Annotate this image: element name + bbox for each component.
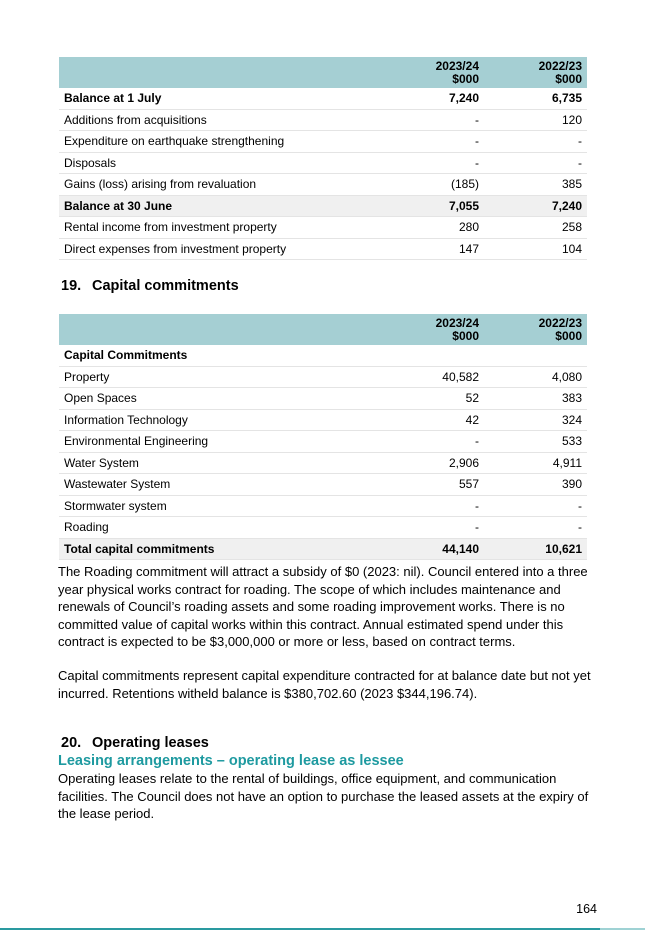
row-value-2023-24: (185) bbox=[384, 174, 484, 196]
row-value-2023-24: - bbox=[384, 152, 484, 174]
header-2022-23: 2022/23 $000 bbox=[484, 57, 587, 88]
table-row-total bbox=[59, 538, 587, 560]
row-label: Capital Commitments bbox=[59, 345, 384, 366]
row-value-2022-23: 104 bbox=[484, 238, 587, 260]
row-value-2023-24: - bbox=[384, 517, 484, 539]
row-value-2022-23: 390 bbox=[484, 474, 587, 496]
row-value-2023-24: 52 bbox=[384, 388, 484, 410]
section-19-heading bbox=[61, 278, 239, 294]
table-row bbox=[59, 238, 587, 260]
footer-rule bbox=[0, 928, 645, 930]
row-value-2022-23 bbox=[484, 345, 587, 366]
row-value-2023-24: 147 bbox=[384, 238, 484, 260]
row-label: Stormwater system bbox=[59, 495, 384, 517]
row-label: Direct expenses from investment property bbox=[59, 238, 384, 260]
row-label: Roading bbox=[59, 517, 384, 539]
table-header-row bbox=[59, 57, 587, 88]
capital-commitments-paragraph: Capital commitments represent capital expenditure contracted for at balance date but not yet incurred. Retentions witheld balance is $380,702.60 (2023 $344,196.74). bbox=[58, 668, 591, 701]
section-number: 20. bbox=[61, 735, 82, 751]
row-value-2023-24: - bbox=[384, 495, 484, 517]
row-label: Wastewater System bbox=[59, 474, 384, 496]
table-header-row bbox=[59, 314, 587, 345]
row-label: Expenditure on earthquake strengthening bbox=[59, 131, 384, 153]
section-title: Operating leases bbox=[92, 735, 209, 751]
row-value-2022-23: 324 bbox=[484, 409, 587, 431]
roading-commitment-paragraph: The Roading commitment will attract a subsidy of $0 (2023: nil). Council entered into a three year physical works contract for roading. The scope of which includes maintenance and renewals of Council’s roading assets and some roading improvement works. There is no committed value of capital works within this contract. Annual estimated spend under this contract is expected to be $3,000,000 or more or less, based on contract terms. bbox=[58, 564, 588, 649]
table-row-total bbox=[59, 195, 587, 217]
capital-commitments-table bbox=[59, 314, 587, 560]
row-value-2022-23: - bbox=[484, 131, 587, 153]
table-row bbox=[59, 174, 587, 196]
row-value-2023-24: - bbox=[384, 109, 484, 131]
row-label: Open Spaces bbox=[59, 388, 384, 410]
row-value-2022-23: 4,080 bbox=[484, 366, 587, 388]
table-row bbox=[59, 452, 587, 474]
table-row bbox=[59, 409, 587, 431]
row-value-2022-23: - bbox=[484, 152, 587, 174]
header-label-cell bbox=[59, 314, 384, 345]
row-label: Rental income from investment property bbox=[59, 217, 384, 239]
table-row bbox=[59, 88, 587, 109]
table-row bbox=[59, 388, 587, 410]
row-value-2023-24: 7,055 bbox=[384, 195, 484, 217]
row-value-2023-24: 7,240 bbox=[384, 88, 484, 109]
section-title: Capital commitments bbox=[92, 278, 239, 294]
table-row bbox=[59, 495, 587, 517]
header-label-cell bbox=[59, 57, 384, 88]
row-value-2022-23: 258 bbox=[484, 217, 587, 239]
table-row bbox=[59, 517, 587, 539]
row-value-2023-24: - bbox=[384, 431, 484, 453]
table-row-category bbox=[59, 345, 587, 366]
table-row bbox=[59, 431, 587, 453]
row-value-2022-23: 6,735 bbox=[484, 88, 587, 109]
row-value-2022-23: 7,240 bbox=[484, 195, 587, 217]
row-value-2022-23: 383 bbox=[484, 388, 587, 410]
row-value-2023-24: 44,140 bbox=[384, 538, 484, 560]
row-label: Balance at 1 July bbox=[59, 88, 384, 109]
row-value-2023-24: - bbox=[384, 131, 484, 153]
header-2023-24: 2023/24 $000 bbox=[384, 314, 484, 345]
row-label: Gains (loss) arising from revaluation bbox=[59, 174, 384, 196]
investment-property-table bbox=[59, 57, 587, 260]
header-2023-24: 2023/24 $000 bbox=[384, 57, 484, 88]
row-value-2023-24: 2,906 bbox=[384, 452, 484, 474]
table-row bbox=[59, 474, 587, 496]
row-label: Water System bbox=[59, 452, 384, 474]
row-label: Property bbox=[59, 366, 384, 388]
table-row bbox=[59, 131, 587, 153]
row-value-2023-24: 40,582 bbox=[384, 366, 484, 388]
leasing-arrangements-subheading: Leasing arrangements – operating lease as lessee bbox=[58, 753, 404, 769]
row-label: Information Technology bbox=[59, 409, 384, 431]
row-label: Total capital commitments bbox=[59, 538, 384, 560]
header-2022-23: 2022/23 $000 bbox=[484, 314, 587, 345]
row-label: Balance at 30 June bbox=[59, 195, 384, 217]
row-value-2023-24: 557 bbox=[384, 474, 484, 496]
footer-rule-fade bbox=[600, 928, 645, 930]
row-value-2023-24: 42 bbox=[384, 409, 484, 431]
operating-leases-paragraph: Operating leases relate to the rental of buildings, office equipment, and communication facilities. The Council does not have an option to purchase the leased assets at the expiry of the lease period. bbox=[58, 771, 589, 821]
table-row bbox=[59, 217, 587, 239]
row-value-2022-23: - bbox=[484, 517, 587, 539]
table-row bbox=[59, 152, 587, 174]
table-row bbox=[59, 109, 587, 131]
row-value-2022-23: 385 bbox=[484, 174, 587, 196]
row-value-2022-23: 120 bbox=[484, 109, 587, 131]
row-label: Disposals bbox=[59, 152, 384, 174]
row-label: Environmental Engineering bbox=[59, 431, 384, 453]
section-number: 19. bbox=[61, 278, 82, 294]
row-value-2023-24 bbox=[384, 345, 484, 366]
row-value-2022-23: - bbox=[484, 495, 587, 517]
section-20-heading bbox=[61, 735, 209, 751]
row-value-2022-23: 10,621 bbox=[484, 538, 587, 560]
row-value-2022-23: 4,911 bbox=[484, 452, 587, 474]
table-row bbox=[59, 366, 587, 388]
page-number: 164 bbox=[576, 902, 597, 916]
row-value-2022-23: 533 bbox=[484, 431, 587, 453]
row-value-2023-24: 280 bbox=[384, 217, 484, 239]
row-label: Additions from acquisitions bbox=[59, 109, 384, 131]
